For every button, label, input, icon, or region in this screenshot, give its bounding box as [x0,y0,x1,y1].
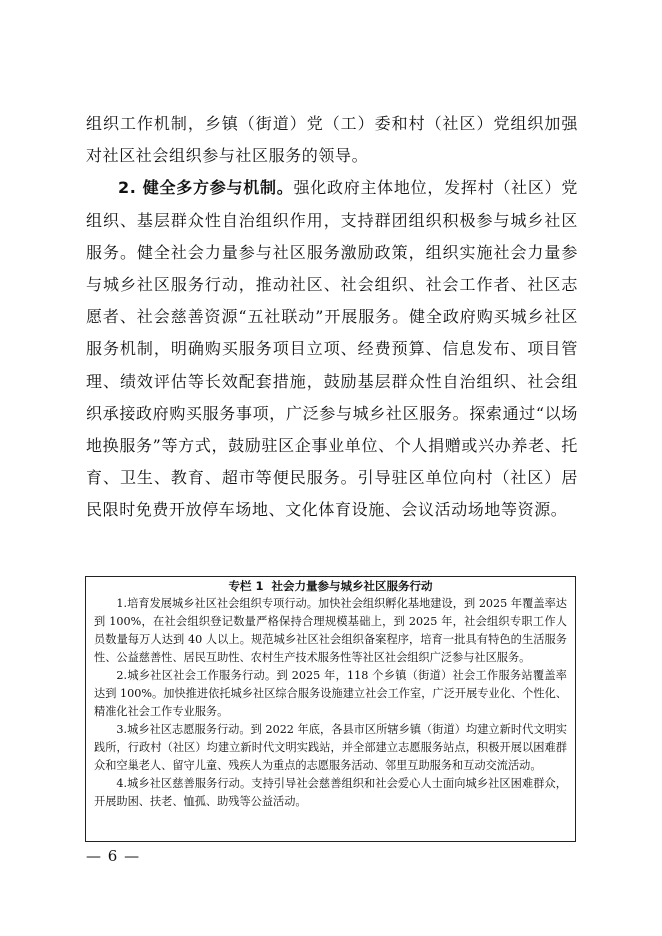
box-item: 1.培育发展城乡社区社会组织专项行动。加快社会组织孵化基地建设，到 2025 年覆盖率达到 100%，在社会组织登记数量严格保持合理规模基础上，到 2025 年，社会组织专职工作人员数量每万人达到 40 人以上。规范城乡社区社会组织备案程序，培育一批具有特色的生活服务性、公益慈善性、居民互助性、农村生产技术服务性等社区社会组织广泛参与社区服务。 [94,597,567,664]
page-number: — 6 — [86,847,141,865]
paragraph-text: 强化政府主体地位，发挥村（社区）党组织、基层群众性自治组织作用，支持群团组织积极参与城乡社区服务。健全社会力量参与社区服务激励政策，组织实施社会力量参与城乡社区服务行动，推动社区、社会组织、社会工作者、社区志愿者、社会慈善资源“五社联动”开展服务。健全政府购买城乡社区服务机制，明确购买服务项目立项、经费预算、信息发布、项目管理、绩效评估等长效配套措施，鼓励基层群众性自治组织、社会组织承接政府购买服务事项，广泛参与城乡社区服务。探索通过“以场地换服务”等方式，鼓励驻区企事业单位、个人捐赠或兴办养老、托育、卫生、教育、超市等便民服务。引导驻区单位向村（社区）居民限时免费开放停车场地、文化体育设施、会议活动场地等资源。 [86,178,578,520]
body-text [86,108,578,527]
box-item: 3.城乡社区志愿服务行动。到 2022 年底，各县市区所辖乡镇（街道）均建立新时代文明实践所，行政村（社区）均建立新时代文明实践站，并全部建立志愿服务站点，积极开展以困难群众和空巢老人、留守儿童、残疾人为重点的志愿服务活动、邻里互助服务和互动交流活动。 [94,723,567,772]
box-title-text: 社会力量参与城乡社区服务行动 [271,579,433,593]
box-title [94,579,567,594]
special-column-box [85,576,576,842]
box-item: 4.城乡社区慈善服务行动。支持引导社会慈善组织和社会爱心人士面向城乡社区困难群众，开展助困、扶老、恤孤、助残等公益活动。 [94,777,567,808]
paragraph-multi-party-mechanism [86,172,578,526]
paragraph-continuation: 组织工作机制，乡镇（街道）党（工）委和村（社区）党组织加强对社区社会组织参与社区服务的领导。 [86,114,578,166]
section-heading: 2. 健全多方参与机制。 [118,178,294,198]
box-item: 2.城乡社区社会工作服务行动。到 2025 年，118 个乡镇（街道）社会工作服务站覆盖率达到 100%。加快推进依托城乡社区综合服务设施建立社会工作室，广泛开展专业化、个性化、精准化社会工作专业服务。 [94,669,567,718]
box-label: 专栏 1 [228,579,264,593]
